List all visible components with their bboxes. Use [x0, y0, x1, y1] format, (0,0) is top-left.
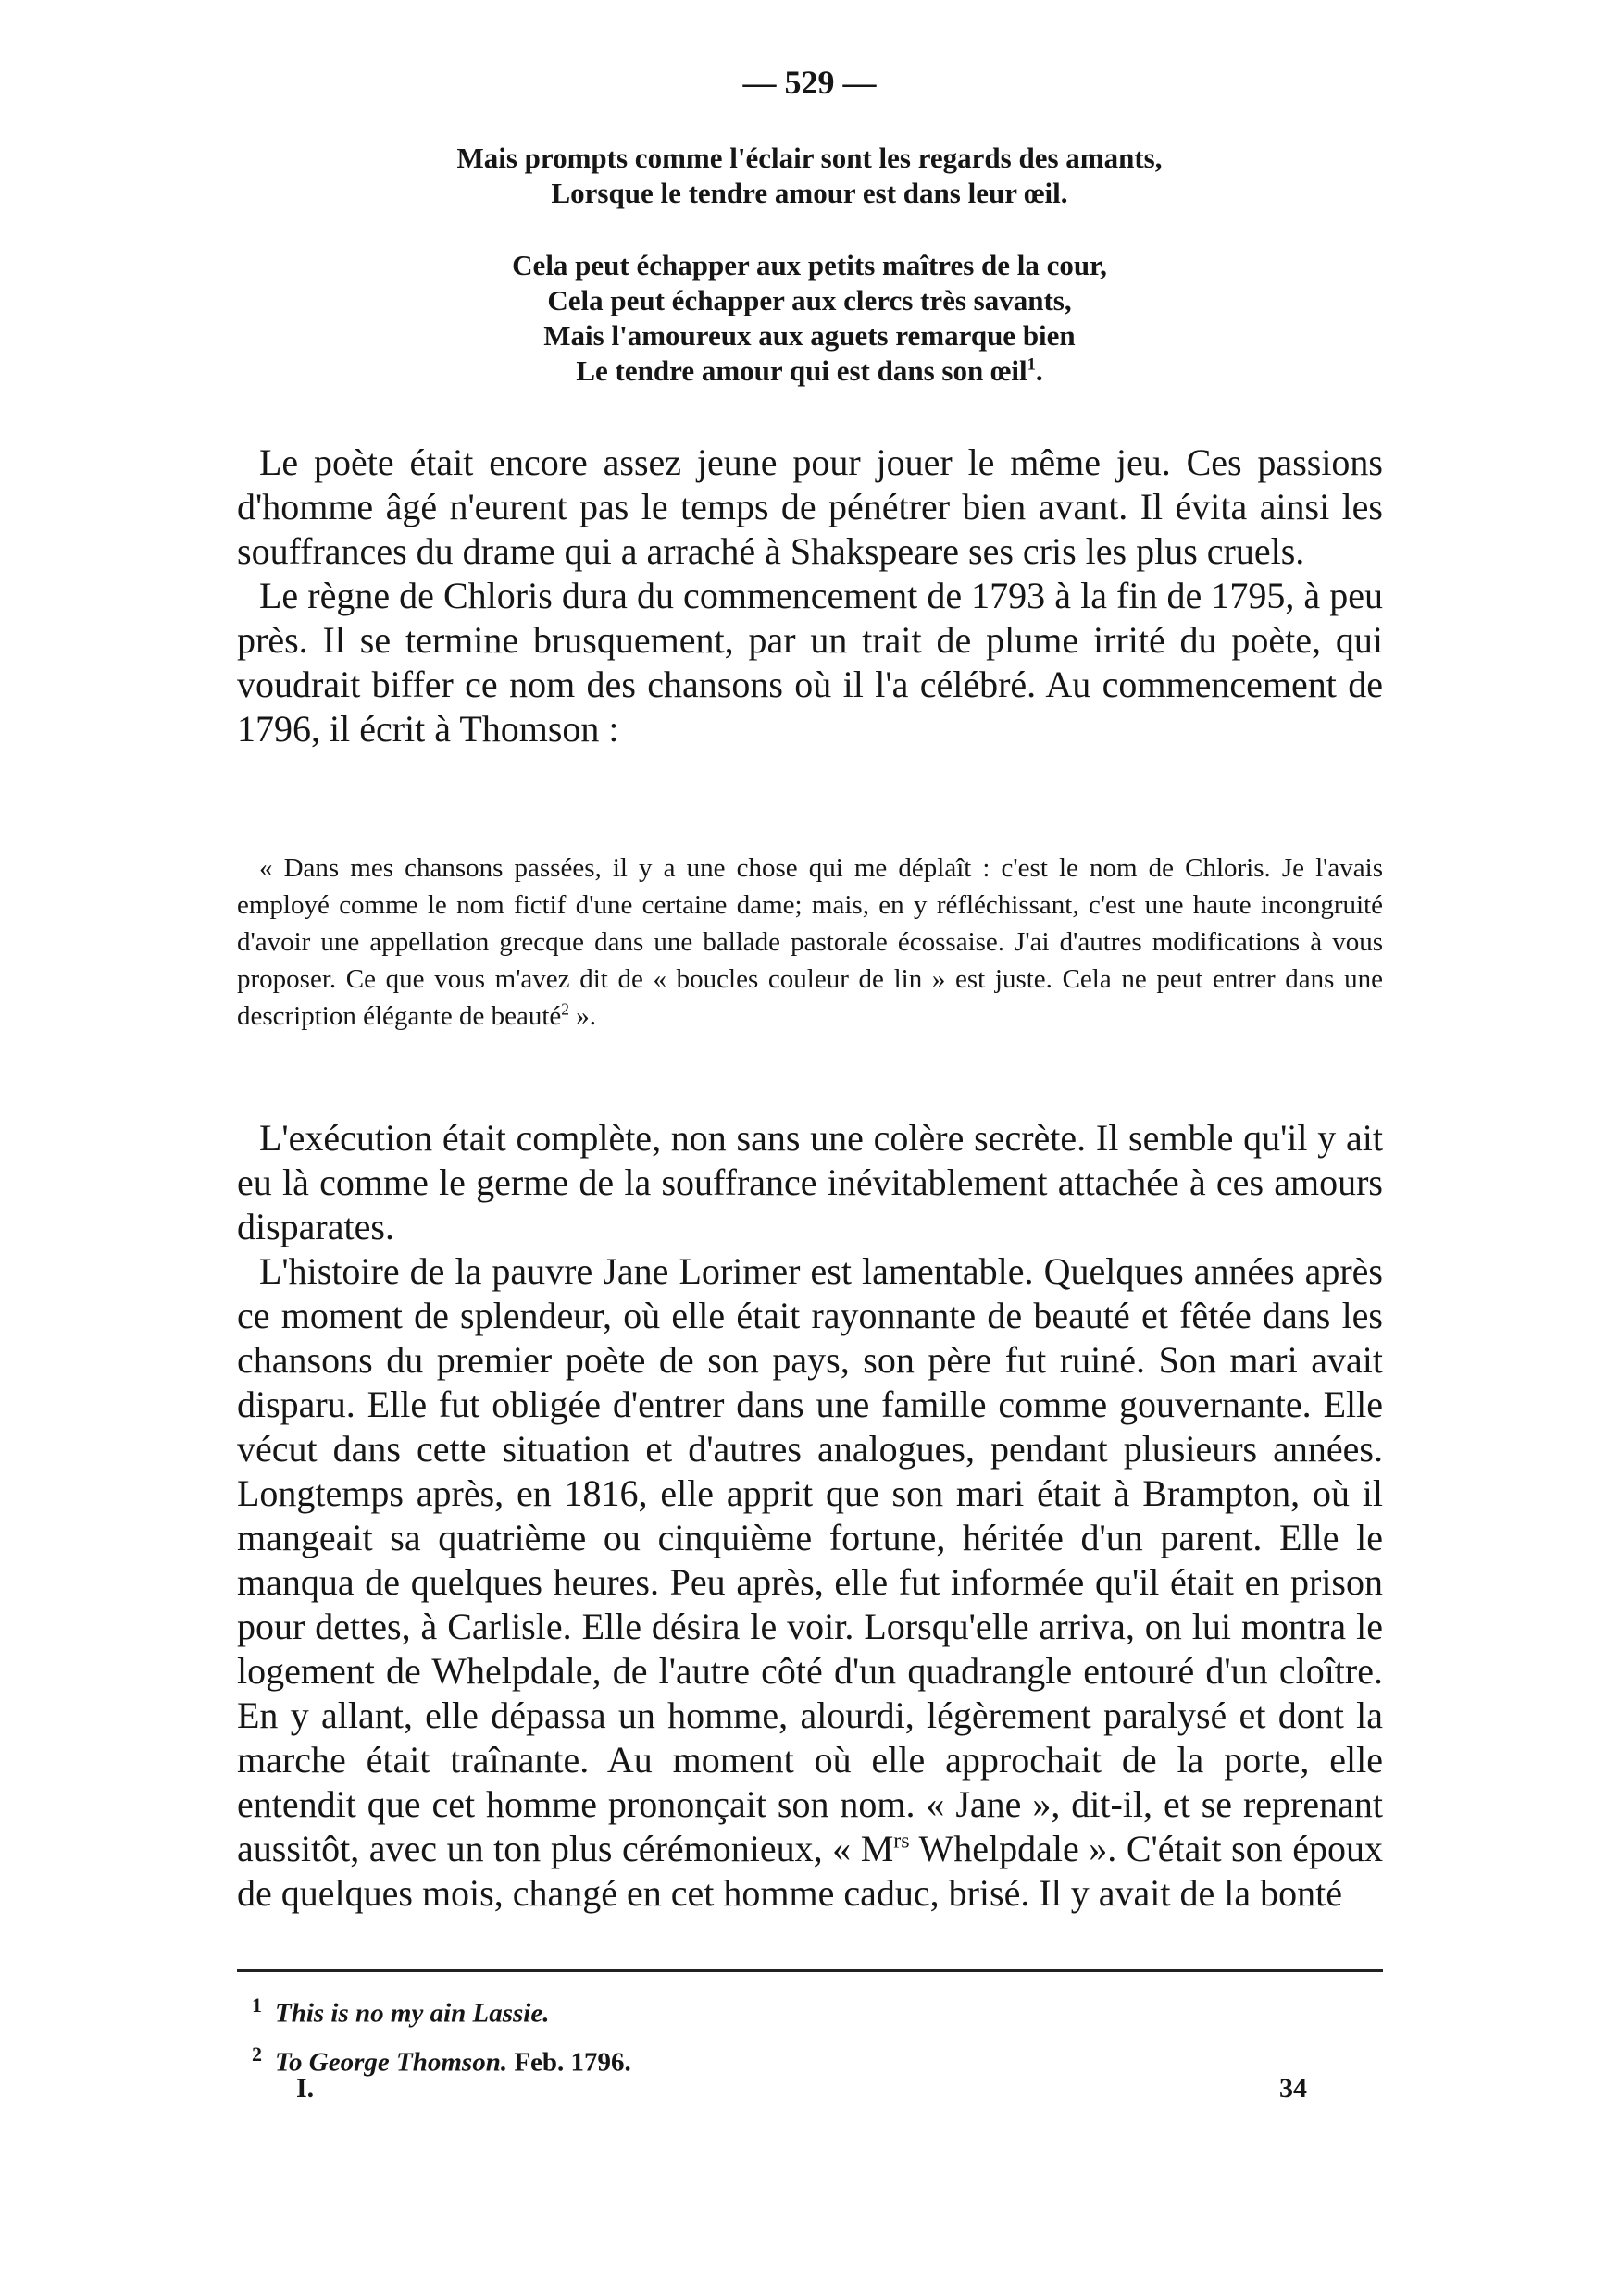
paragraph-3: L'exécution était complète, non sans une colère secrète. Il semble qu'il y ait eu là comme le germe de la souffrance inévitablement attachée à ces amours disparates. — [237, 1117, 1383, 1247]
footnotes — [252, 1985, 631, 2082]
verse-line: Cela peut échapper aux clercs très savants, — [547, 284, 1072, 316]
footnote-1 — [252, 1985, 631, 2034]
verse-line — [0, 354, 1619, 389]
superscript-rs: rs — [893, 1829, 910, 1854]
verse-line-end: . — [1035, 354, 1043, 387]
page-number: — 529 — — [742, 64, 877, 101]
footnote-ref-1: 1 — [1027, 354, 1036, 375]
paragraph-4 — [237, 1249, 1383, 1916]
folio-number: 34 — [1279, 2073, 1307, 2104]
verse-line: Lorsque le tendre amour est dans leur œil. — [551, 177, 1068, 209]
footnote-rule — [237, 1969, 1383, 1972]
footnote-title: To George Thomson. — [275, 2047, 508, 2078]
footnote-ref-2: 2 — [561, 999, 569, 1019]
verse-stanza-1 — [0, 141, 1619, 211]
quote-text: « Dans mes chansons passées, il y a une chose qui me déplaît : c'est le nom de Chloris. Je l'avais employé comme le nom fictif d'une certaine dame; mais, en y réfléchissant, c'est une haute incongruité d'avoir une appellation grecque dans une ballade pastorale écossaise. J'ai d'autres modifications à vous proposer. Ce que vous m'avez dit de « boucles couleur de lin » est juste. Cela ne peut entrer dans une description élégante de beauté — [237, 853, 1383, 1031]
footnote-title: This is no my ain Lassie. — [275, 1998, 550, 2029]
block-quote — [237, 850, 1383, 1035]
footnote-mark: 2 — [252, 2042, 262, 2066]
paragraph-4-text: L'histoire de la pauvre Jane Lorimer est lamentable. Quelques années après ce moment de splendeur, où elle était rayonnante de beauté et fêtée dans les chansons du premier poète de son pays, son père fut ruiné. Son mari avait disparu. Elle fut obligée d'entrer dans une famille comme gouvernante. Elle vécut dans cette situation et d'autres analogues, pendant plusieurs années. Longtemps après, en 1816, elle apprit que son mari était à Brampton, où il mangeait sa quatrième ou cinquième fortune, héritée d'un parent. Elle le manqua de quelques heures. Peu après, elle fut informée qu'il était en prison pour dettes, à Carlisle. Elle désira le voir. Lorsqu'elle arriva, on lui montra le logement de Whelpdale, de l'autre côté d'un quadrangle entouré d'un cloître. En y allant, elle dépassa un homme, alourdi, légèrement paralysé et dont la marche était traînante. Au moment où elle approchait de la porte, elle entendit que cet homme prononçait son nom. « Jane », dit-il, et se reprenant aussitôt, avec un ton plus cérémonieux, « M — [237, 1250, 1383, 1869]
signature-mark: I. — [296, 2073, 315, 2104]
body-text-top — [237, 441, 1383, 751]
verse-stanza-2 — [0, 248, 1619, 389]
verse-line: Mais l'amoureux aux aguets remarque bien — [543, 319, 1076, 352]
footnote-rest: Feb. 1796. — [507, 2047, 631, 2078]
verse-line: Mais prompts comme l'éclair sont les regards des amants, — [456, 142, 1163, 174]
verse-line: Cela peut échapper aux petits maîtres de la cour, — [512, 249, 1107, 281]
paragraph-1: Le poète était encore assez jeune pour jouer le même jeu. Ces passions d'homme âgé n'eurent pas le temps de pénétrer bien avant. Il évita ainsi les souffrances du drame qui a arraché à Shakspeare ses cris les plus cruels. — [237, 441, 1383, 572]
footnote-mark: 1 — [252, 1993, 262, 2017]
verse-line-text: Le tendre amour qui est dans son œil — [576, 354, 1027, 387]
body-text-bottom — [237, 1116, 1383, 1916]
quote-end: ». — [568, 1001, 596, 1031]
paragraph-4-text-cont: Whelpdale ». C'était son époux de quelques mois, changé en cet homme caduc, brisé. Il y avait de la bonté — [237, 1828, 1383, 1914]
paragraph-2: Le règne de Chloris dura du commencement de 1793 à la fin de 1795, à peu près. Il se termine brusquement, par un trait de plume irrité du poète, qui voudrait biffer ce nom des chansons où il l'a célébré. Au commencement de 1796, il écrit à Thomson : — [237, 575, 1383, 750]
